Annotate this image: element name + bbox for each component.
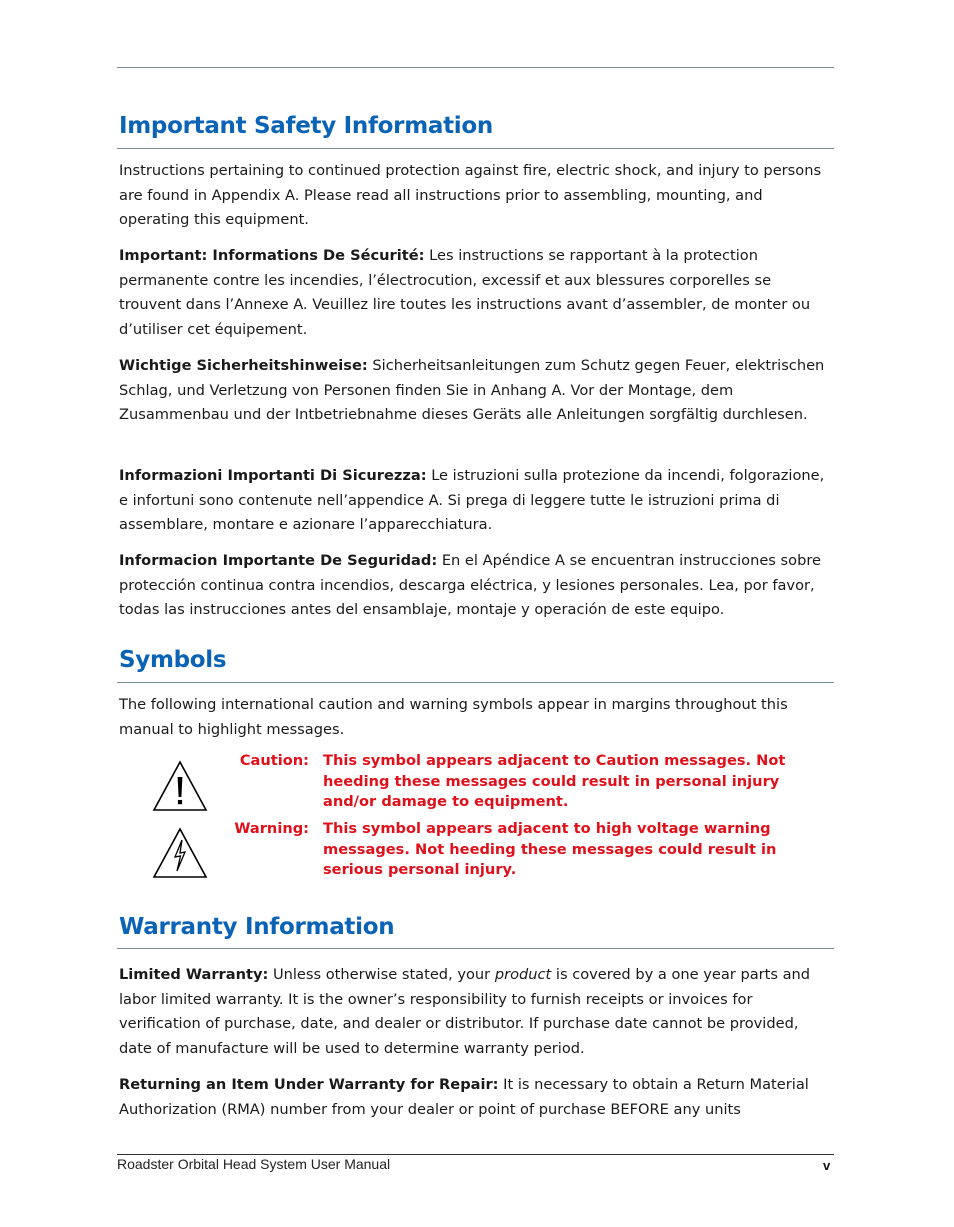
symbols-intro-paragraph: The following international caution and warning symbols appear in margins throughout this manual to highlight messages. (119, 696, 788, 738)
spanish-text: En el Apéndice A se encuentran instrucciones sobre protección continua contra incendios, descarga eléctrica, y lesiones personales. Lea, por favor, todas las instrucciones antes del ensamblaje, montaje y operación de este equipo. (119, 552, 822, 618)
caution-label: Caution: (239, 752, 309, 769)
safety-italian-paragraph (119, 464, 835, 538)
safety-english-paragraph: Instructions pertaining to continued protection against fire, electric shock, and injury to persons are found in Appendix A. Please read all instructions prior to assembling, mounting, and operating this equipment. (119, 162, 822, 228)
safety-heading-rule (117, 148, 834, 149)
french-text: Les instructions se rapportant à la protection permanente contre les incendies, l’électrocution, excessif et aux blessures corporelles se trouvent dans l’Annexe A. Veuillez lire toutes les instructions avant d’assembler, de monter ou d’utiliser cet équipement. (119, 247, 811, 338)
warranty-heading: Warranty Information (119, 914, 395, 940)
top-rule (117, 67, 834, 68)
spanish-label: Informacion Importante De Seguridad: (119, 552, 438, 569)
footer-rule (117, 1154, 834, 1155)
limited-warranty-text-2: is covered by a one year parts and labor limited warranty. It is the owner’s responsibility to furnish receipts or invoices for verification of purchase, date, and dealer or distributor. If purchase date cannot be provided, date of manufacture will be used to determine warranty period. (119, 966, 811, 1057)
returning-item-paragraph (119, 1073, 835, 1122)
caution-symbol-row (119, 751, 835, 819)
footer-manual-title: Roadster Orbital Head System User Manual (117, 1156, 391, 1172)
safety-french-paragraph (119, 244, 835, 342)
limited-warranty-paragraph (119, 963, 835, 1061)
warning-text: This symbol appears adjacent to high voltage warning messages. Not heeding these messages could result in serious personal injury. (323, 820, 777, 878)
french-label: Important: Informations De Sécurité: (119, 247, 425, 264)
german-text: Sicherheitsanleitungen zum Schutz gegen Feuer, elektrischen Schlag, und Verletzung von Personen finden Sie in Anhang A. Vor der Montage, dem Zusammenbau und der Intbetriebnahme dieses Geräts alle Anleitungen sorgfältig durchlesen. (119, 357, 825, 423)
italian-label: Informazioni Importanti Di Sicurezza: (119, 467, 427, 484)
safety-german-paragraph (119, 354, 835, 428)
warning-symbol-row (119, 819, 835, 887)
italian-text: Le istruzioni sulla protezione da incendi, folgorazione, e infortuni sono contenute nell’appendice A. Si prega di leggere tutte le istruzioni prima di assemblare, montare e azionare l’apparecchiatura. (119, 467, 825, 533)
caution-text: This symbol appears adjacent to Caution messages. Not heeding these messages could result in personal injury and/or damage to equipment. (323, 752, 786, 810)
returning-item-text: It is necessary to obtain a Return Material Authorization (RMA) number from your dealer or point of purchase BEFORE any units (119, 1076, 809, 1118)
warning-label: Warning: (234, 820, 309, 837)
warranty-heading-rule (117, 948, 834, 949)
safety-heading: Important Safety Information (119, 113, 493, 139)
symbols-heading: Symbols (119, 647, 227, 673)
symbols-heading-rule (117, 682, 834, 683)
limited-warranty-text-1: Unless otherwise stated, your (272, 966, 491, 983)
limited-warranty-label: Limited Warranty: (119, 966, 269, 983)
safety-spanish-paragraph (119, 549, 835, 623)
returning-item-label: Returning an Item Under Warranty for Repair: (119, 1076, 499, 1093)
footer-page-number: v (823, 1158, 831, 1173)
german-label: Wichtige Sicherheitshinweise: (119, 357, 368, 374)
limited-warranty-product: product (494, 966, 552, 983)
